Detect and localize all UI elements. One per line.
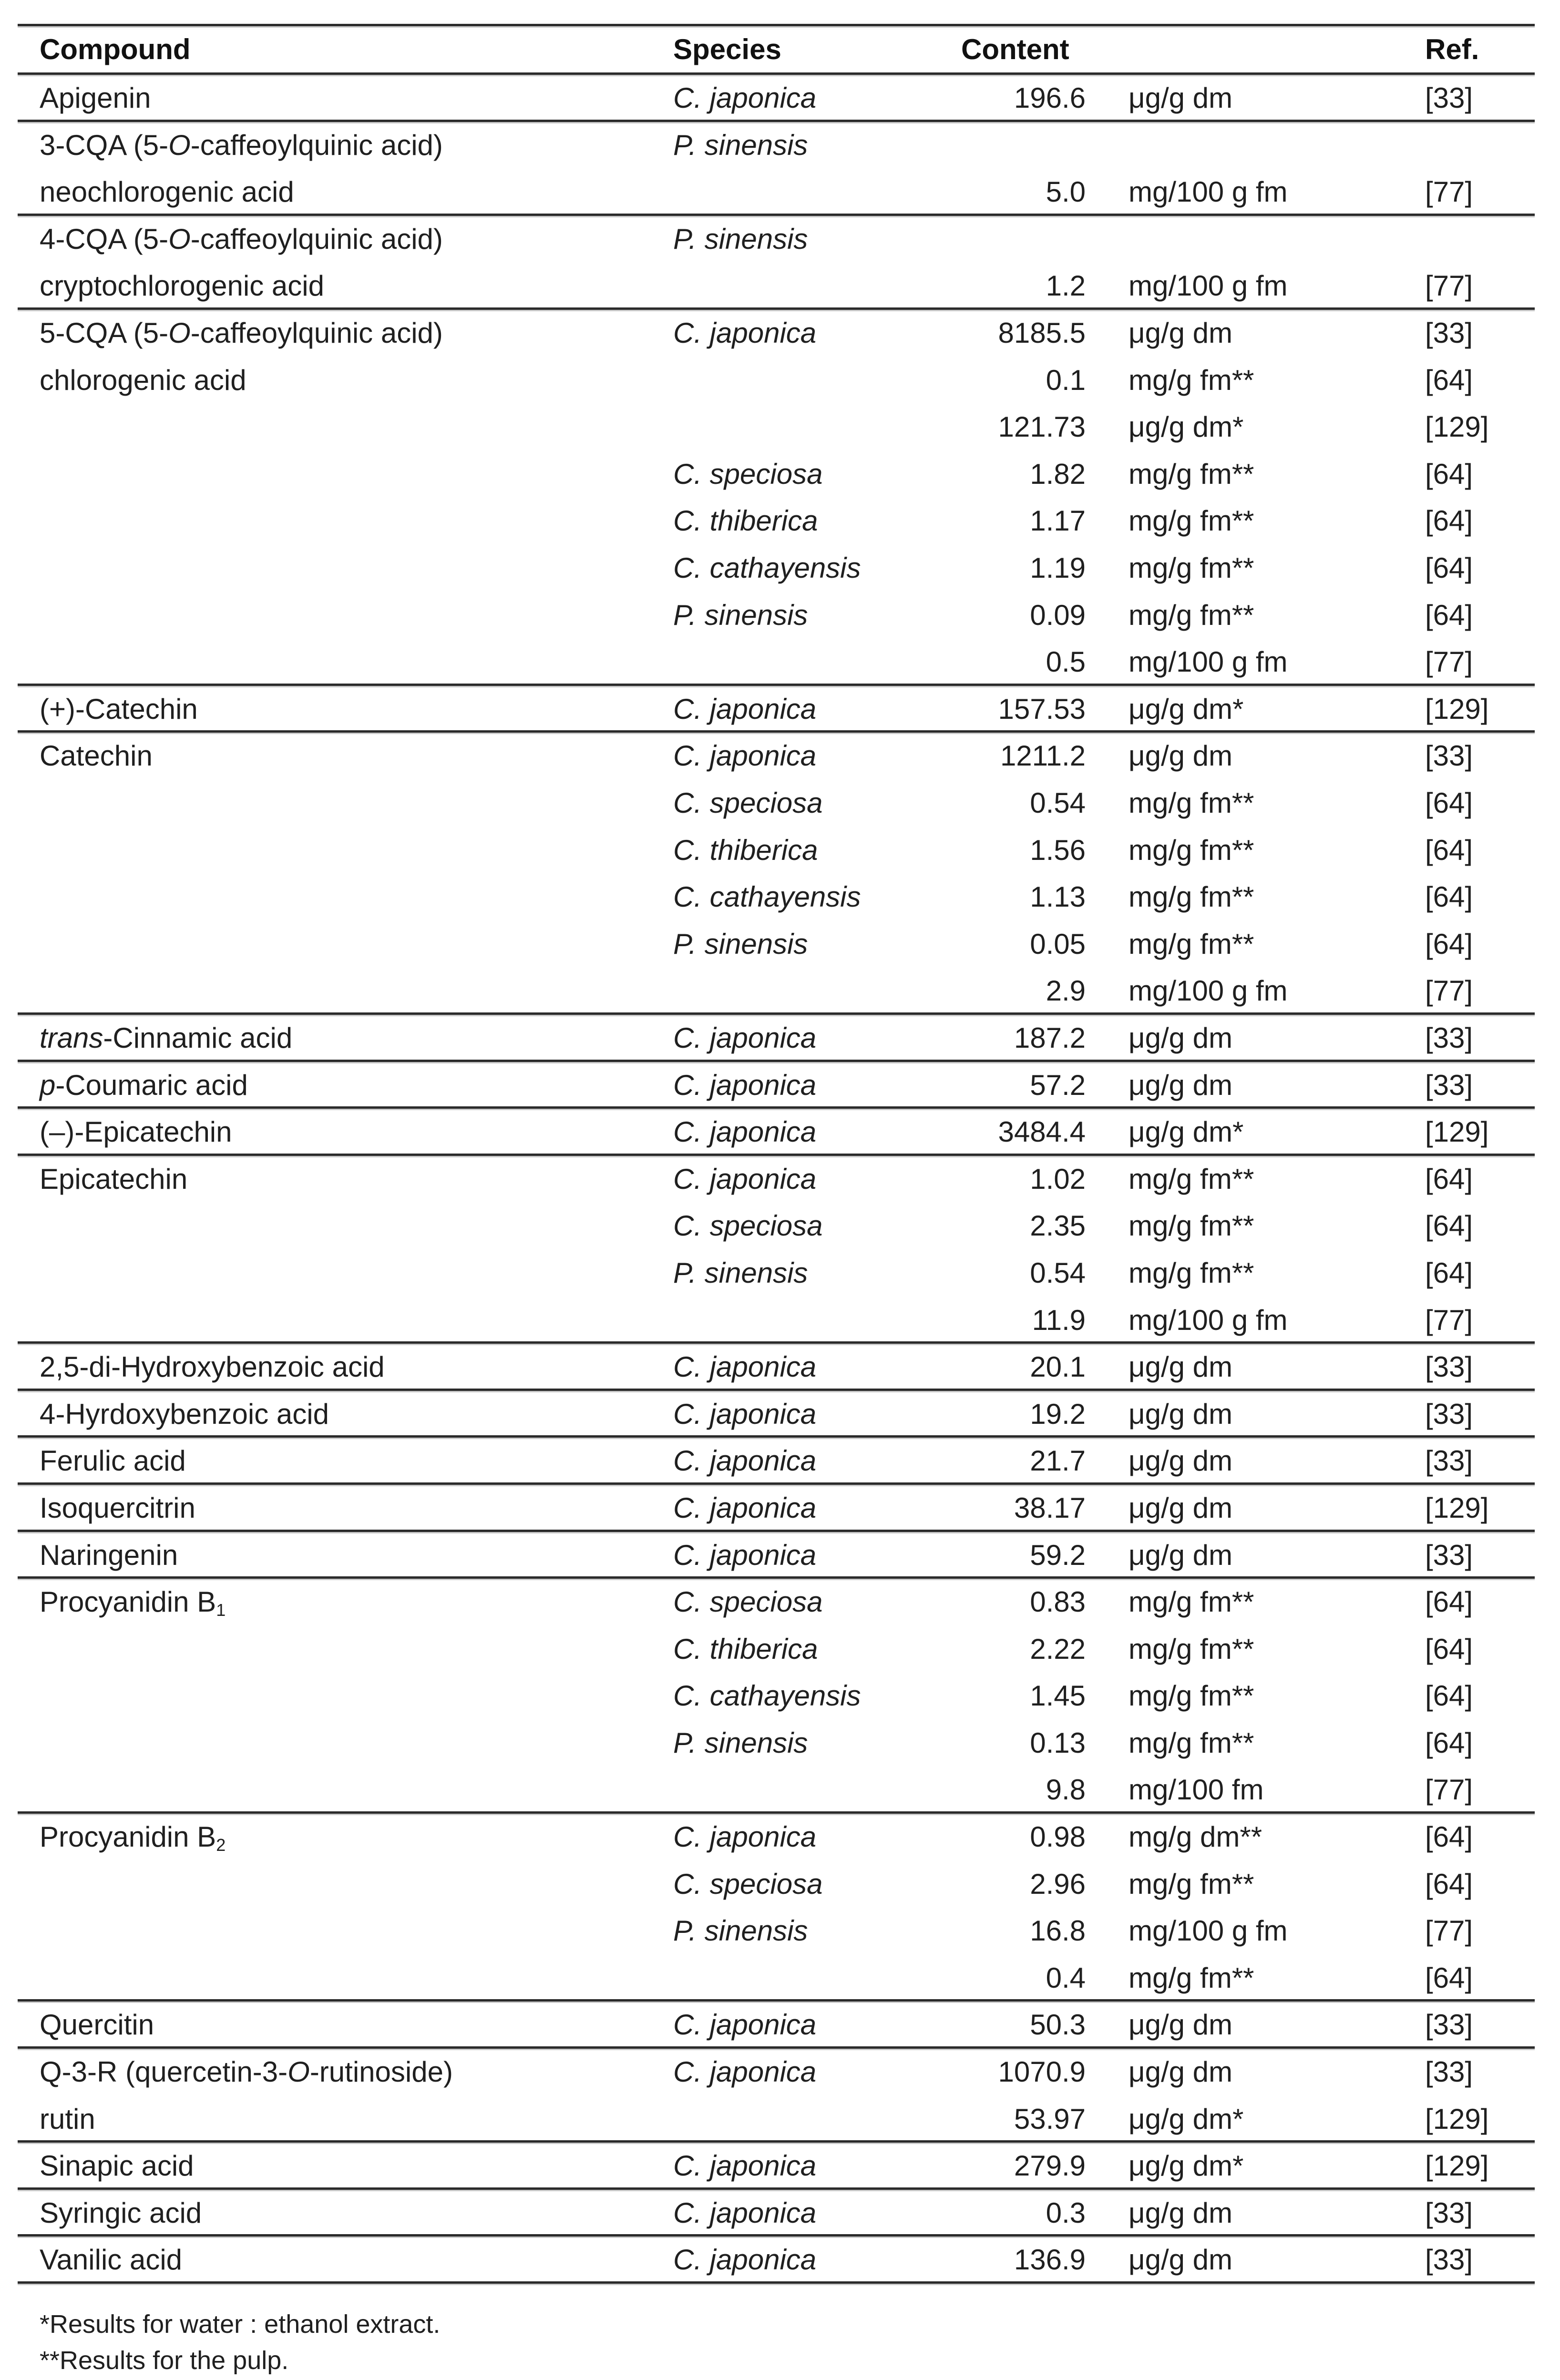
species-cell: C. japonica	[673, 1351, 817, 1383]
content-unit: μg/g dm	[1129, 2056, 1232, 2088]
species-cell: C. japonica	[673, 1539, 817, 1571]
compound-name-part: O	[168, 317, 191, 349]
compound-name-part: p	[40, 1069, 56, 1101]
species-cell: C. japonica	[673, 1163, 817, 1195]
content-value: 0.54	[1030, 787, 1086, 819]
compound-name-part: Epicatechin	[40, 1163, 188, 1195]
compound-name-part: -Coumaric acid	[55, 1069, 248, 1101]
species-cell: P. sinensis	[673, 1256, 808, 1289]
reference-cell: [129]	[1425, 2150, 1489, 2182]
content-value: 1.17	[1030, 505, 1086, 537]
compound-name-part: Apigenin	[40, 82, 151, 114]
table-row	[18, 263, 1535, 310]
content-value: 0.54	[1030, 1256, 1086, 1289]
content-value: 0.98	[1030, 1821, 1086, 1853]
table-row	[18, 451, 1535, 498]
compound-name-part: (+)-Catechin	[40, 693, 198, 725]
species-cell: C. japonica	[673, 740, 817, 772]
species-cell: C. japonica	[673, 1021, 817, 1054]
table-row	[18, 498, 1535, 545]
reference-cell: [64]	[1425, 834, 1473, 866]
content-unit: μg/g dm	[1129, 2196, 1232, 2229]
species-cell: C. cathayensis	[673, 881, 861, 913]
compound-name-part: Sinapic acid	[40, 2150, 194, 2182]
content-value: 1211.2	[1000, 740, 1086, 772]
content-unit: mg/g fm**	[1129, 1210, 1254, 1242]
content-value: 1.19	[1030, 552, 1086, 584]
content-unit: mg/g fm**	[1129, 787, 1254, 819]
species-cell: C. japonica	[673, 2196, 817, 2229]
table-row	[18, 1861, 1535, 1908]
compound-name-part: O	[168, 129, 191, 161]
compound-name-part: 1	[216, 1600, 226, 1620]
compound-name-part: 3-CQA (5-	[40, 129, 169, 161]
group-separator-rule	[18, 2281, 1535, 2284]
content-unit: μg/g dm*	[1129, 693, 1244, 725]
species-cell: C. japonica	[673, 2056, 817, 2088]
content-value: 0.09	[1030, 599, 1086, 631]
header-ref: Ref.	[1425, 33, 1479, 65]
content-unit: μg/g dm	[1129, 1398, 1232, 1430]
reference-cell: [33]	[1425, 1069, 1473, 1101]
compound-name-part: Quercitin	[40, 2009, 154, 2041]
content-value: 2.9	[1046, 975, 1086, 1007]
reference-cell: [77]	[1425, 646, 1473, 678]
compound-group	[18, 1532, 1535, 1579]
content-value: 1070.9	[998, 2056, 1086, 2088]
species-cell: C. speciosa	[673, 458, 823, 490]
species-cell: P. sinensis	[673, 1915, 808, 1947]
compound-name-part: Procyanidin B	[40, 1821, 216, 1853]
table-row	[18, 1767, 1535, 1814]
table-row	[18, 75, 1535, 122]
species-cell: C. japonica	[673, 1821, 817, 1853]
table-row	[18, 310, 1535, 357]
species-cell: C. japonica	[673, 693, 817, 725]
reference-cell: [64]	[1425, 1633, 1473, 1665]
compound-group	[18, 122, 1535, 216]
reference-cell: [64]	[1425, 1210, 1473, 1242]
compound-group	[18, 75, 1535, 122]
table-row	[18, 592, 1535, 639]
compound-name-part: -caffeoylquinic acid)	[190, 129, 443, 161]
compound-name-part: trans	[40, 1021, 103, 1054]
table-row	[18, 1626, 1535, 1673]
reference-cell: [64]	[1425, 1256, 1473, 1289]
footnote-water-ethanol: *Results for water : ethanol extract.	[40, 2310, 441, 2339]
content-value: 9.8	[1046, 1774, 1086, 1806]
compound-group	[18, 310, 1535, 686]
header-compound: Compound	[40, 33, 191, 65]
reference-cell: [64]	[1425, 505, 1473, 537]
content-unit: μg/g dm	[1129, 1069, 1232, 1101]
reference-cell: [64]	[1425, 787, 1473, 819]
compound-group	[18, 1109, 1535, 1156]
content-unit: mg/g fm**	[1129, 505, 1254, 537]
content-value: 0.1	[1046, 364, 1086, 396]
content-unit: mg/100 fm	[1129, 1774, 1264, 1806]
reference-cell: [33]	[1425, 1539, 1473, 1571]
compound-name-part: -Cinnamic acid	[103, 1021, 293, 1054]
table-row	[18, 874, 1535, 921]
content-unit: μg/g dm	[1129, 740, 1232, 772]
phenolic-compounds-table	[18, 24, 1535, 2284]
reference-cell: [64]	[1425, 1726, 1473, 1759]
table-body	[18, 75, 1535, 2284]
content-unit: mg/g fm**	[1129, 599, 1254, 631]
reference-cell: [64]	[1425, 1868, 1473, 1900]
content-unit: μg/g dm	[1129, 1021, 1232, 1054]
compound-name-part: Vanilic acid	[40, 2244, 183, 2276]
content-value: 1.82	[1030, 458, 1086, 490]
table-row	[18, 1109, 1535, 1156]
content-value: 0.83	[1030, 1586, 1086, 1618]
content-value: 0.5	[1046, 646, 1086, 678]
table-row	[18, 1579, 1535, 1626]
reference-cell: [64]	[1425, 458, 1473, 490]
content-value: 121.73	[998, 411, 1086, 443]
reference-cell: [33]	[1425, 1445, 1473, 1477]
species-cell: C. japonica	[673, 1445, 817, 1477]
content-unit: mg/g fm**	[1129, 834, 1254, 866]
compound-name-part: Naringenin	[40, 1539, 178, 1571]
content-value: 2.96	[1030, 1868, 1086, 1900]
table-row	[18, 1344, 1535, 1391]
content-value: 187.2	[1014, 1021, 1086, 1054]
compound-name-part: 4-CQA (5-	[40, 223, 169, 255]
compound-group	[18, 1156, 1535, 1344]
reference-cell: [33]	[1425, 1021, 1473, 1054]
content-value: 1.45	[1030, 1680, 1086, 1712]
table-row	[18, 2002, 1535, 2049]
table-row	[18, 1720, 1535, 1767]
table-row	[18, 1955, 1535, 2002]
content-value: 19.2	[1030, 1398, 1086, 1430]
content-unit: mg/100 g fm	[1129, 1915, 1288, 1947]
table-row	[18, 827, 1535, 874]
table-row	[18, 733, 1535, 780]
table-row	[18, 2190, 1535, 2237]
table-row	[18, 1814, 1535, 1861]
species-cell: P. sinensis	[673, 928, 808, 960]
content-unit: mg/g fm**	[1129, 1633, 1254, 1665]
content-unit: mg/g fm**	[1129, 458, 1254, 490]
content-unit: μg/g dm	[1129, 82, 1232, 114]
compound-group	[18, 686, 1535, 733]
content-unit: mg/g fm**	[1129, 364, 1254, 396]
header-species: Species	[673, 33, 781, 65]
reference-cell: [33]	[1425, 2244, 1473, 2276]
compound-name-part: -caffeoylquinic acid)	[190, 317, 443, 349]
compound-group	[18, 1344, 1535, 1391]
content-value: 21.7	[1030, 1445, 1086, 1477]
content-value: 53.97	[1014, 2103, 1086, 2135]
compound-name-part: 2	[216, 1835, 226, 1855]
content-unit: mg/100 g fm	[1129, 975, 1288, 1007]
compound-name-part: Catechin	[40, 740, 153, 772]
species-cell: P. sinensis	[673, 223, 808, 255]
species-cell: P. sinensis	[673, 599, 808, 631]
compound-name-part: Procyanidin B	[40, 1586, 216, 1618]
content-unit: μg/g dm	[1129, 1491, 1232, 1524]
reference-cell: [33]	[1425, 1398, 1473, 1430]
content-unit: mg/g fm**	[1129, 1961, 1254, 1994]
content-value: 157.53	[998, 693, 1086, 725]
content-value: 11.9	[1032, 1304, 1086, 1336]
species-cell: P. sinensis	[673, 129, 808, 161]
species-cell: C. japonica	[673, 1491, 817, 1524]
species-cell: C. japonica	[673, 2009, 817, 2041]
content-value: 2.35	[1030, 1210, 1086, 1242]
reference-cell: [33]	[1425, 82, 1473, 114]
compound-group	[18, 2049, 1535, 2143]
content-value: 38.17	[1014, 1491, 1086, 1524]
reference-cell: [33]	[1425, 2009, 1473, 2041]
content-unit: mg/g fm**	[1129, 552, 1254, 584]
table-row	[18, 216, 1535, 263]
table-row	[18, 1156, 1535, 1203]
content-unit: μg/g dm*	[1129, 411, 1244, 443]
table-row	[18, 1532, 1535, 1579]
reference-cell: [64]	[1425, 1961, 1473, 1994]
content-unit: mg/g fm**	[1129, 1586, 1254, 1618]
content-value: 0.4	[1046, 1961, 1086, 1994]
content-value: 1.56	[1030, 834, 1086, 866]
reference-cell: [64]	[1425, 552, 1473, 584]
content-value: 57.2	[1030, 1069, 1086, 1101]
compound-group	[18, 1062, 1535, 1109]
table-row	[18, 122, 1535, 169]
table-row	[18, 2096, 1535, 2143]
compound-name-part: 2,5-di-Hydroxybenzoic acid	[40, 1351, 385, 1383]
table-row	[18, 1673, 1535, 1720]
table-row	[18, 639, 1535, 686]
reference-cell: [129]	[1425, 411, 1489, 443]
species-cell: C. japonica	[673, 1116, 817, 1148]
compound-name-part: Ferulic acid	[40, 1445, 186, 1477]
reference-cell: [33]	[1425, 2196, 1473, 2229]
content-value: 0.05	[1030, 928, 1086, 960]
compound-group	[18, 1579, 1535, 1814]
species-cell: C. speciosa	[673, 1868, 823, 1900]
content-unit: μg/g dm	[1129, 1539, 1232, 1571]
compound-group	[18, 2190, 1535, 2237]
reference-cell: [77]	[1425, 975, 1473, 1007]
reference-cell: [129]	[1425, 2103, 1489, 2135]
reference-cell: [64]	[1425, 599, 1473, 631]
content-value: 279.9	[1014, 2150, 1086, 2182]
content-unit: mg/g fm**	[1129, 1868, 1254, 1900]
compound-name-part: (–)-Epicatechin	[40, 1116, 232, 1148]
content-value: 3484.4	[998, 1116, 1086, 1148]
species-cell: C. japonica	[673, 1069, 817, 1101]
table-row	[18, 2049, 1535, 2096]
species-cell: C. japonica	[673, 82, 817, 114]
species-cell: C. cathayensis	[673, 552, 861, 584]
table-header-row	[18, 26, 1535, 72]
content-unit: mg/g fm**	[1129, 1726, 1254, 1759]
content-unit: μg/g dm*	[1129, 2150, 1244, 2182]
compound-name-part: -caffeoylquinic acid)	[190, 223, 443, 255]
content-value: 20.1	[1030, 1351, 1086, 1383]
content-unit: mg/g fm**	[1129, 1256, 1254, 1289]
compound-group	[18, 733, 1535, 1015]
table-row	[18, 921, 1535, 968]
compound-name-part: Q-3-R (quercetin-3-	[40, 2056, 288, 2088]
compound-group	[18, 2002, 1535, 2049]
table-row	[18, 1203, 1535, 1250]
content-value: 0.13	[1030, 1726, 1086, 1759]
table-row	[18, 1297, 1535, 1344]
reference-cell: [33]	[1425, 317, 1473, 349]
content-value: 136.9	[1014, 2244, 1086, 2276]
species-cell: C. speciosa	[673, 1210, 823, 1242]
content-unit: μg/g dm	[1129, 1445, 1232, 1477]
table-footnotes	[40, 2306, 440, 2379]
reference-cell: [77]	[1425, 1304, 1473, 1336]
compound-name-part: 4-Hyrdoxybenzoic acid	[40, 1398, 329, 1430]
content-unit: mg/100 g fm	[1129, 1304, 1288, 1336]
reference-cell: [64]	[1425, 928, 1473, 960]
content-unit: mg/g fm**	[1129, 1680, 1254, 1712]
reference-cell: [64]	[1425, 1821, 1473, 1853]
table-row	[18, 968, 1535, 1015]
table-row	[18, 169, 1535, 216]
species-cell: C. japonica	[673, 2244, 817, 2276]
species-cell: C. japonica	[673, 2150, 817, 2182]
content-unit: mg/100 g fm	[1129, 176, 1288, 208]
reference-cell: [33]	[1425, 2056, 1473, 2088]
table-row	[18, 2237, 1535, 2284]
compound-group	[18, 2237, 1535, 2284]
table-row	[18, 1391, 1535, 1438]
compound-name-part: Isoquercitrin	[40, 1491, 195, 1524]
table-row	[18, 1438, 1535, 1485]
species-cell: C. speciosa	[673, 1586, 823, 1618]
compound-name-part: O	[287, 2056, 310, 2088]
content-unit: mg/100 g fm	[1129, 270, 1288, 302]
table-row	[18, 780, 1535, 827]
content-value: 8185.5	[998, 317, 1086, 349]
compound-name-part: 5-CQA (5-	[40, 317, 169, 349]
reference-cell: [129]	[1425, 1116, 1489, 1148]
compound-group	[18, 216, 1535, 310]
reference-cell: [77]	[1425, 1774, 1473, 1806]
table-row	[18, 545, 1535, 592]
compound-name-part: rutin	[40, 2103, 95, 2135]
species-cell: C. thiberica	[673, 834, 818, 866]
reference-cell: [77]	[1425, 1915, 1473, 1947]
table-row	[18, 357, 1535, 404]
compound-group	[18, 1391, 1535, 1438]
content-unit: mg/g fm**	[1129, 881, 1254, 913]
table-row	[18, 404, 1535, 451]
species-cell: C. speciosa	[673, 787, 823, 819]
compound-group	[18, 2143, 1535, 2190]
reference-cell: [64]	[1425, 1163, 1473, 1195]
table-row	[18, 1015, 1535, 1062]
reference-cell: [33]	[1425, 740, 1473, 772]
compound-group	[18, 1814, 1535, 2002]
compound-name-part: chlorogenic acid	[40, 364, 246, 396]
content-value: 0.3	[1046, 2196, 1086, 2229]
content-unit: μg/g dm	[1129, 317, 1232, 349]
reference-cell: [64]	[1425, 1680, 1473, 1712]
reference-cell: [64]	[1425, 881, 1473, 913]
compound-group	[18, 1485, 1535, 1532]
compound-group	[18, 1438, 1535, 1485]
footnote-pulp: **Results for the pulp.	[40, 2346, 289, 2375]
table-row	[18, 1485, 1535, 1532]
content-unit: μg/g dm*	[1129, 1116, 1244, 1148]
table-row	[18, 2143, 1535, 2190]
compound-name-part: neochlorogenic acid	[40, 176, 294, 208]
species-cell: C. thiberica	[673, 505, 818, 537]
compound-group	[18, 1015, 1535, 1062]
table-row	[18, 1062, 1535, 1109]
species-cell: C. japonica	[673, 317, 817, 349]
content-unit: mg/g fm**	[1129, 928, 1254, 960]
content-value: 1.02	[1030, 1163, 1086, 1195]
content-unit: μg/g dm	[1129, 2244, 1232, 2276]
content-value: 1.2	[1046, 270, 1086, 302]
content-unit: mg/g dm**	[1129, 1821, 1262, 1853]
content-unit: μg/g dm	[1129, 2009, 1232, 2041]
species-cell: C. cathayensis	[673, 1680, 861, 1712]
reference-cell: [129]	[1425, 693, 1489, 725]
content-value: 1.13	[1030, 881, 1086, 913]
compound-name-part: O	[168, 223, 191, 255]
content-value: 5.0	[1046, 176, 1086, 208]
content-unit: mg/g fm**	[1129, 1163, 1254, 1195]
content-value: 59.2	[1030, 1539, 1086, 1571]
species-cell: P. sinensis	[673, 1726, 808, 1759]
compound-name-part: cryptochlorogenic acid	[40, 270, 324, 302]
table-row	[18, 1250, 1535, 1297]
species-cell: C. thiberica	[673, 1633, 818, 1665]
reference-cell: [64]	[1425, 1586, 1473, 1618]
reference-cell: [77]	[1425, 176, 1473, 208]
content-unit: μg/g dm	[1129, 1351, 1232, 1383]
species-cell: C. japonica	[673, 1398, 817, 1430]
content-value: 16.8	[1030, 1915, 1086, 1947]
content-value: 50.3	[1030, 2009, 1086, 2041]
compound-name-part: Syringic acid	[40, 2196, 202, 2229]
content-value: 196.6	[1014, 82, 1086, 114]
compound-name-part: -rutinoside)	[309, 2056, 453, 2088]
table-row	[18, 1908, 1535, 1955]
content-unit: μg/g dm*	[1129, 2103, 1244, 2135]
reference-cell: [77]	[1425, 270, 1473, 302]
reference-cell: [33]	[1425, 1351, 1473, 1383]
content-unit: mg/100 g fm	[1129, 646, 1288, 678]
reference-cell: [64]	[1425, 364, 1473, 396]
table-row	[18, 686, 1535, 733]
header-content: Content	[961, 33, 1069, 65]
content-value: 2.22	[1030, 1633, 1086, 1665]
reference-cell: [129]	[1425, 1491, 1489, 1524]
